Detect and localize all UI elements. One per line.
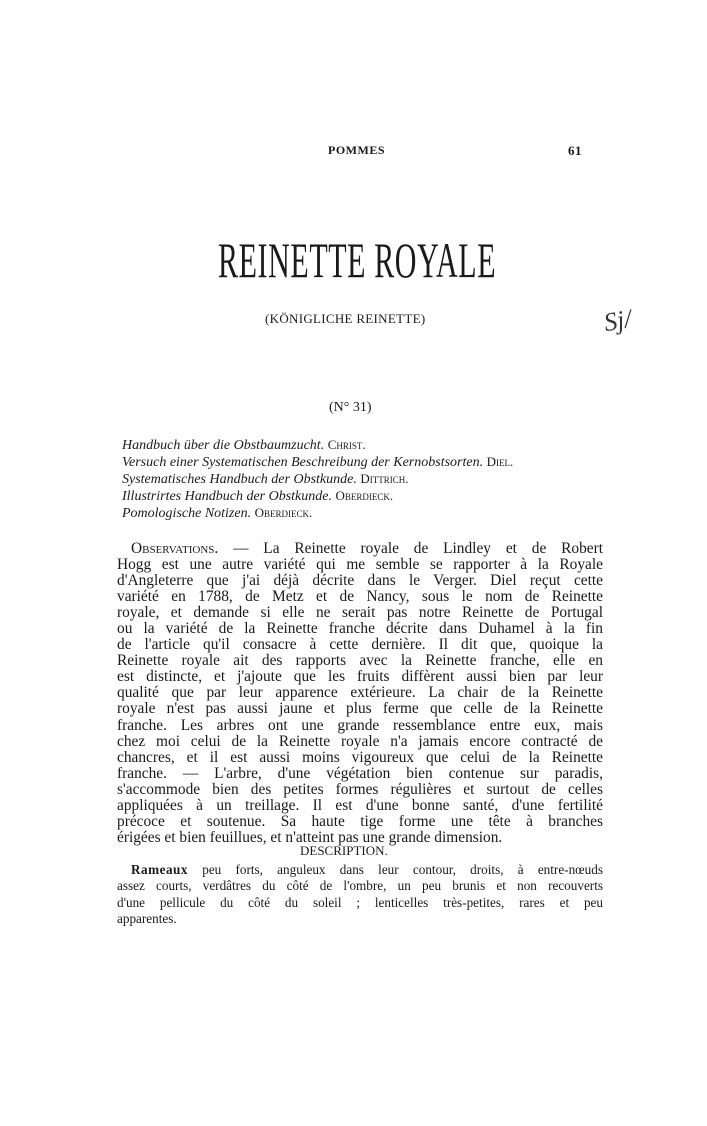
subtitle: (KÖNIGLICHE REINETTE)	[265, 311, 426, 326]
citation-work: Handbuch über die Obstbaumzucht.	[122, 438, 325, 453]
handwritten-mark: Sj/	[601, 303, 634, 338]
text: peu forts, anguleux dans leur contour, droits, à entre-nœuds	[202, 862, 604, 877]
text-line: érigées et bien feuillues, et n'atteint pas une grande dimension.	[117, 828, 503, 846]
text-line: apparentes.	[117, 911, 177, 927]
text-line: d'une pellicule du côté du soleil ; lenticelles très-petites, rares et peu	[117, 894, 603, 910]
citation-work: Pomologische Notizen.	[122, 506, 252, 521]
citation-work: Systematisches Handbuch der Obstkunde.	[122, 472, 357, 487]
text-line: variété en 1788, de Metz et de Nancy, sous le nom de Reinette	[117, 588, 603, 606]
observations-label: Observations.	[131, 540, 219, 557]
text-line: franche. — L'arbre, d'une végétation bien contenue sur paradis,	[117, 764, 603, 782]
text-line: assez courts, verdâtres du côté de l'ombre, un peu brunis et non recouverts	[117, 878, 603, 894]
rameaux-label: Rameaux	[131, 862, 188, 877]
text-line: chez moi celui de la Reinette royale n'a jamais encore contracté de	[117, 732, 603, 750]
citation	[122, 488, 513, 505]
citation	[122, 437, 513, 454]
description-paragraph	[117, 862, 603, 928]
citations-list	[122, 437, 513, 522]
text-line	[117, 862, 603, 878]
text-line: d'Angleterre que j'ai déjà décrite dans le Verger. Diel reçut cette	[117, 572, 603, 590]
text-line: précoce et soutenue. Sa haute tige forme une tête à branches	[117, 812, 603, 830]
citation-author: Diel.	[486, 454, 514, 469]
citation	[122, 505, 513, 522]
text-line: qualité que par leur apparence extérieure. La chair de la Reinette	[117, 684, 603, 702]
text-line: s'accommode bien des petites formes régulières et surtout de celles	[117, 780, 603, 798]
text-line: appliquées à un treillage. Il est d'une bonne santé, d'une fertilité	[117, 796, 603, 814]
variety-number: (N° 31)	[329, 400, 372, 415]
text-line: chancres, et il est aussi moins vigoureux que celui de la Reinette	[117, 748, 603, 766]
citation	[122, 471, 513, 488]
text-line: franche. Les arbres ont une grande ressemblance entre eux, mais	[117, 716, 603, 734]
text-line: de l'article qu'il consacre à cette dernière. Il dit que, quoique la	[117, 636, 603, 654]
running-title: POMMES	[328, 143, 385, 157]
text-line: est distincte, et j'ajoute que les fruits diffèrent aussi bien par leur	[117, 668, 603, 686]
citation-work: Illustrirtes Handbuch der Obstkunde.	[122, 489, 332, 504]
text-line: ou la variété de la Reinette franche décrite dans Duhamel à la fin	[117, 620, 603, 638]
citation-author: Oberdieck.	[254, 505, 313, 520]
page-title: REINETTE ROYALE	[218, 232, 497, 288]
citation	[122, 454, 513, 471]
text: — La Reinette royale de Lindley et de Robert	[233, 540, 603, 557]
citation-author: Christ.	[327, 437, 366, 452]
text-line	[117, 541, 603, 557]
citation-author: Oberdieck.	[335, 488, 394, 503]
observations-paragraph	[117, 541, 603, 846]
citation-author: Dittrich.	[360, 471, 409, 486]
citation-work: Versuch einer Systematischen Beschreibung der Kernobstsorten.	[122, 455, 484, 470]
description-heading: DESCRIPTION.	[300, 843, 388, 858]
text-line: Reinette royale ait des rapports avec la Reinette franche, elle en	[117, 652, 603, 670]
text-line: royale, et demande si elle ne serait pas notre Reinette de Portugal	[117, 604, 603, 622]
page-number: 61	[568, 143, 582, 158]
text-line: Hogg est une autre variété qui me semble se rapporter à la Royale	[117, 556, 603, 574]
text-line: royale n'est pas aussi jaune et plus ferme que celle de la Reinette	[117, 700, 603, 718]
